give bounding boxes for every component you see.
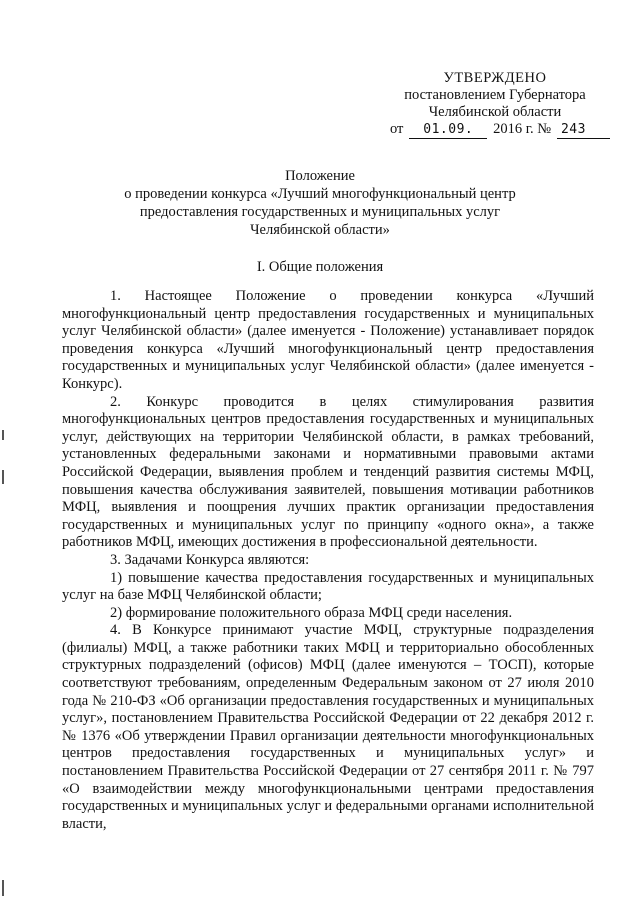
paragraph-4: 4. В Конкурсе принимают участие МФЦ, структурные подразделения (филиалы) МФЦ, а также работники таких МФЦ и территориально обособленных структурных подразделений (офисов) МФЦ (далее именуются – ТОСП), которые соответствуют требованиям, определенным Федеральным законом от 27 июля 2010 года № 210-ФЗ «Об организации предоставления государственных и муниципальных услуг», постановлением Правительства Российской Федерации от 22 декабря 2012 г. № 1376 «Об утверждении Правил организации деятельности многофункциональных центров предоставления государственных и муниципальных услуг» и постановлением Правительства Российской Федерации от 27 сентября 2011 г. № 797 «О взаимодействии между многофункциональными центрами предоставления государственных и муниципальных услуг и федеральными органами исполнительной власти, bbox=[62, 622, 594, 832]
binding-mark bbox=[2, 880, 4, 896]
approval-block bbox=[380, 70, 610, 139]
document-body bbox=[62, 288, 594, 833]
year-and-number-label: 2016 г. № bbox=[493, 121, 552, 137]
approval-title: УТВЕРЖДЕНО bbox=[443, 70, 547, 86]
paragraph-3-item-1: 1) повышение качества предоставления государственных и муниципальных услуг на базе МФЦ Челябинской области; bbox=[62, 569, 594, 604]
title-line-1: Положение bbox=[285, 168, 355, 184]
paragraph-2: 2. Конкурс проводится в целях стимулирования развития многофункциональных центров предоставления государственных и муниципальных услуг, действующих на территории Челябинской области, в рамках требований, установленных федеральными законами и нормативными правовыми актами Российской Федерации, выявления проблем и тенденций развития системы МФЦ, повышения качества обслуживания заявителей, повышения мотивации работников МФЦ, выявления и поощрения лучших практик организации предоставления государственных и муниципальных услуг по принципу «одного окна», а также работников МФЦ, имеющих достижения в профессиональной деятельности. bbox=[62, 393, 594, 551]
document-title bbox=[60, 167, 580, 239]
binding-mark bbox=[2, 470, 4, 484]
paragraph-1: 1. Настоящее Положение о проведении конкурса «Лучший многофункциональный центр предоставления государственных и муниципальных услуг Челябинской области» (далее именуется - Положение) устанавливает порядок проведения конкурса «Лучший многофункциональный центр предоставления государственных и муниципальных услуг Челябинской области» (далее именуется - Конкурс). bbox=[62, 288, 594, 392]
paragraph-3: 3. Задачами Конкурса являются: bbox=[110, 551, 310, 568]
binding-mark bbox=[2, 430, 4, 440]
approval-line-1: постановлением Губернатора bbox=[404, 87, 586, 103]
title-line-4: Челябинской области» bbox=[250, 222, 390, 238]
title-line-3: предоставления государственных и муниципальных услуг bbox=[139, 204, 501, 220]
handwritten-number: 243 bbox=[557, 121, 610, 139]
title-line-2: о проведении конкурса «Лучший многофункциональный центр bbox=[124, 186, 516, 202]
handwritten-date: 01.09. bbox=[409, 121, 487, 139]
approval-line-2: Челябинской области bbox=[428, 104, 562, 120]
section-heading: I. Общие положения bbox=[256, 259, 384, 275]
paragraph-3-item-2: 2) формирование положительного образа МФЦ среди населения. bbox=[110, 604, 513, 621]
date-prefix: от bbox=[390, 121, 404, 137]
approval-date-line bbox=[380, 121, 610, 139]
